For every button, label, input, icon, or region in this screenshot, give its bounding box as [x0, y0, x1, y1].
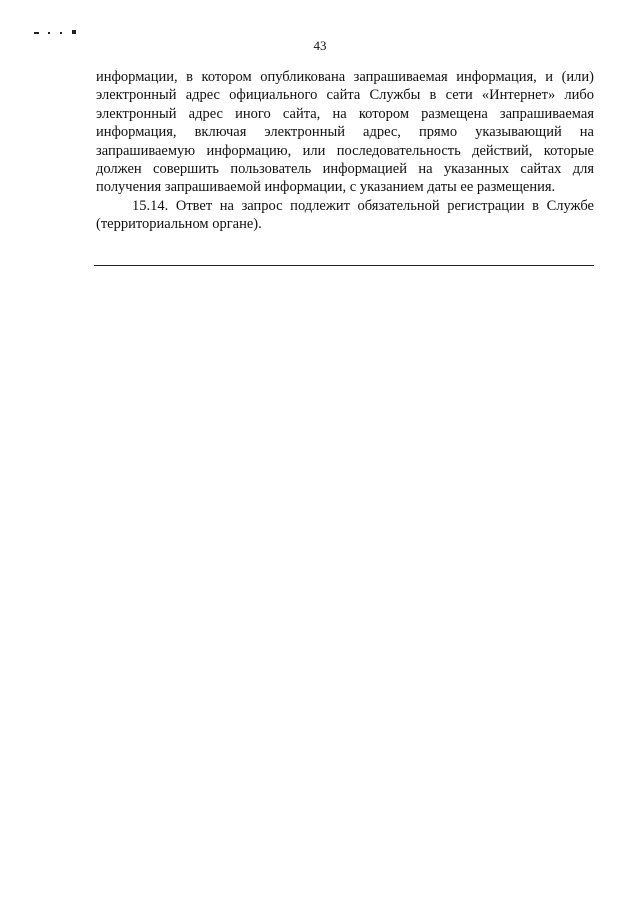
paragraph-15-14: 15.14. Ответ на запрос подлежит обязательной регистрации в Службе (территориальном органе). — [96, 197, 594, 233]
scan-marks — [34, 28, 84, 38]
paragraph-continuation: информации, в котором опубликована запрашиваемая информация, и (или) электронный адрес официального сайта Службы в сети «Интернет» либо электронный адрес иного сайта, на котором размещена запрашиваемая информация, включая электронный адрес, прямо указывающий на запрашиваемую информацию, или последовательность действий, которые должен совершить пользователь информацией на указанных сайтах для получения запрашиваемой информации, с указанием даты ее размещения. — [96, 69, 594, 196]
scan-mark — [60, 32, 62, 34]
scan-mark — [72, 30, 76, 34]
separator-line — [94, 265, 594, 266]
body-text — [96, 68, 594, 234]
scan-mark — [34, 32, 39, 34]
scan-mark — [48, 32, 50, 34]
page-number: 43 — [313, 38, 327, 53]
